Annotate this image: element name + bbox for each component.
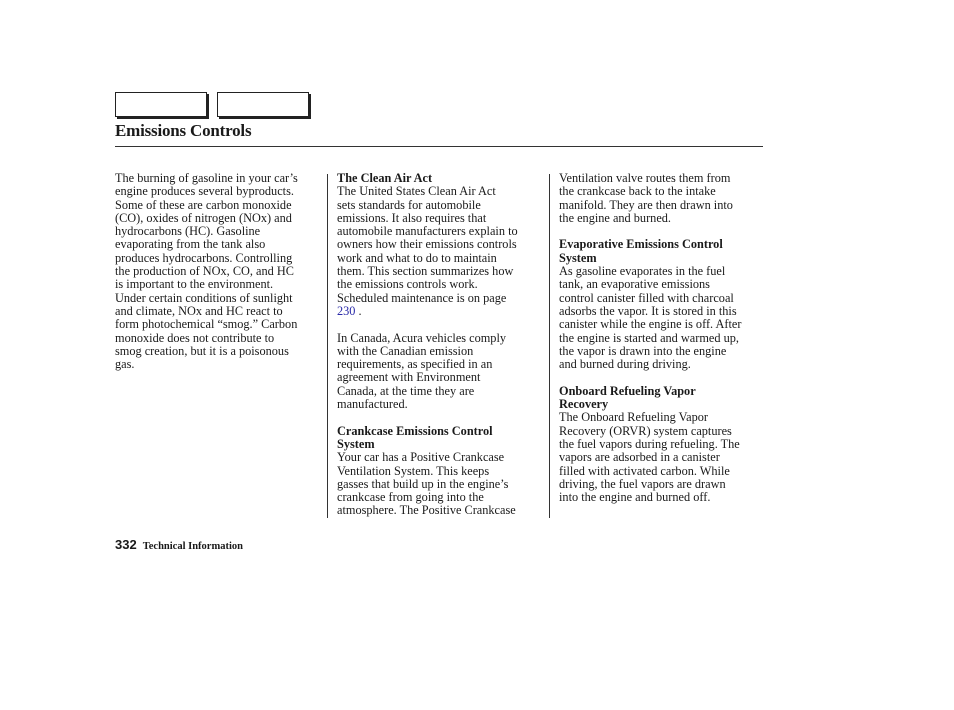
page-link-suffix: .: [355, 303, 362, 318]
page-number: 332: [115, 537, 137, 552]
evaporative-heading: Evaporative Emissions Control System: [559, 237, 723, 265]
nav-button-2[interactable]: [217, 92, 309, 117]
column-2: [337, 172, 542, 518]
orvr-paragraph: The Onboard Refueling Vapor Recovery (ORVR) system captures the fuel vapors during refueling. The vapors are adsorbed in a canister filled with activated carbon. While driving, the fuel vapors are drawn into the engine and burned off.: [559, 410, 740, 505]
column-divider-2: [549, 174, 550, 518]
title-divider: [115, 146, 763, 147]
crankcase-paragraph: Your car has a Positive Crankcase Ventilation System. This keeps gasses that build up in the engine’s crankcase from going into the atmosphere. The Positive Crankcase: [337, 450, 516, 518]
evaporative-paragraph: As gasoline evaporates in the fuel tank, an evaporative emissions control canister filled with charcoal adsorbs the vapor. It is stored in this canister while the engine is off. After the engine is started and warmed up, the vapor is drawn into the engine and burned during driving.: [559, 264, 742, 372]
crankcase-heading: Crankcase Emissions Control System: [337, 423, 493, 451]
canada-paragraph: In Canada, Acura vehicles comply with the Canadian emission requirements, as specified in an agreement with Environment Canada, at the time they are manufactured.: [337, 330, 507, 412]
clean-air-act-text: The United States Clean Air Act sets standards for automobile emissions. It also requires that automobile manufacturers explain to owners how their emissions controls work and what to do to maintain them. This section summarizes how the emissions controls work. Scheduled maintenance is on page: [337, 184, 518, 305]
crankcase-continued-paragraph: Ventilation valve routes them from the crankcase back to the intake manifold. They are then drawn into the engine and burned.: [559, 171, 733, 225]
column-3: [559, 172, 764, 504]
clean-air-act-heading: The Clean Air Act: [337, 171, 433, 185]
intro-paragraph: The burning of gasoline in your car’s engine produces several byproducts. Some of these are carbon monoxide (CO), oxides of nitrogen (NOx) and hydrocarbons (HC). Gasoline evaporating from the tank also produces hydrocarbons. Controlling the production of NOx, CO, and HC is important to the environment. Under certain conditions of sunlight and climate, NOx and HC react to form photochemical “smog.” Carbon monoxide does not contribute to smog creation, but it is a poisonous gas.: [115, 171, 298, 372]
clean-air-act-paragraph: [337, 185, 542, 318]
page-230-link[interactable]: 230: [337, 303, 356, 318]
orvr-heading: Onboard Refueling Vapor Recovery: [559, 383, 696, 412]
column-1: [115, 172, 320, 371]
column-divider-1: [327, 174, 328, 518]
page-title: Emissions Controls: [115, 121, 252, 140]
page-footer: [115, 536, 243, 554]
nav-button-1[interactable]: [115, 92, 207, 117]
section-name: Technical Information: [142, 541, 243, 552]
